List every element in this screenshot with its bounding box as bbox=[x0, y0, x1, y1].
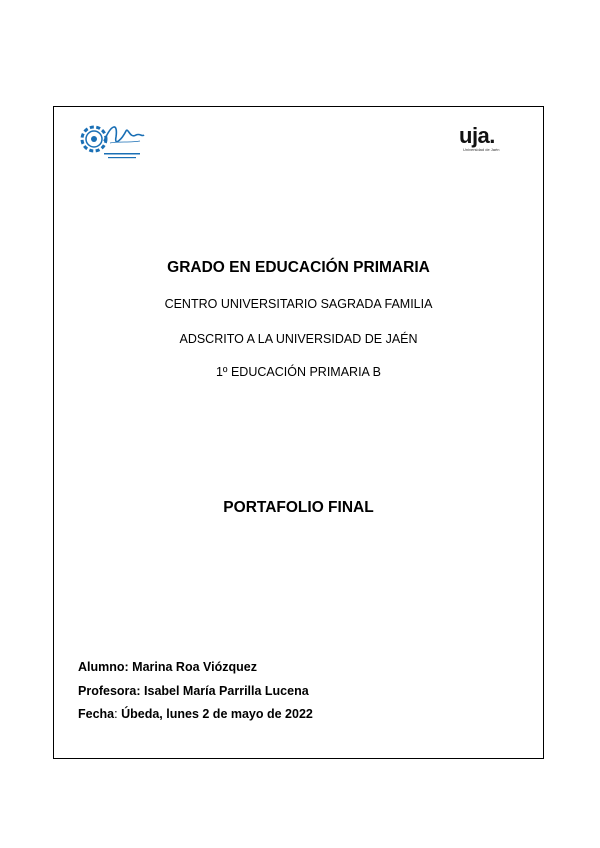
date-line bbox=[78, 707, 313, 721]
teacher-label: Profesora: bbox=[78, 684, 141, 698]
sagrada-familia-logo bbox=[74, 117, 146, 165]
student-label: Alumno: bbox=[78, 660, 129, 674]
student-line bbox=[78, 660, 257, 674]
degree-title: GRADO EN EDUCACIÓN PRIMARIA bbox=[167, 259, 430, 276]
uja-logo bbox=[459, 125, 519, 159]
affiliation: ADSCRITO A LA UNIVERSIDAD DE JAÉN bbox=[179, 332, 418, 346]
student-name: Marina Roa Viózquez bbox=[132, 660, 257, 674]
uja-logo-subtitle: Universidad de Jaén bbox=[463, 147, 500, 152]
date-separator: : bbox=[114, 707, 118, 721]
uja-logo-word: uja. bbox=[459, 123, 495, 148]
document-title: PORTAFOLIO FINAL bbox=[223, 499, 374, 516]
date-value: Úbeda, lunes 2 de mayo de 2022 bbox=[121, 707, 313, 721]
course-group: 1º EDUCACIÓN PRIMARIA B bbox=[215, 365, 381, 379]
center-name: CENTRO UNIVERSITARIO SAGRADA FAMILIA bbox=[164, 297, 433, 311]
cover-frame bbox=[53, 106, 544, 759]
teacher-name: Isabel María Parrilla Lucena bbox=[144, 684, 309, 698]
teacher-line bbox=[78, 684, 309, 698]
date-label: Fecha bbox=[78, 707, 115, 721]
